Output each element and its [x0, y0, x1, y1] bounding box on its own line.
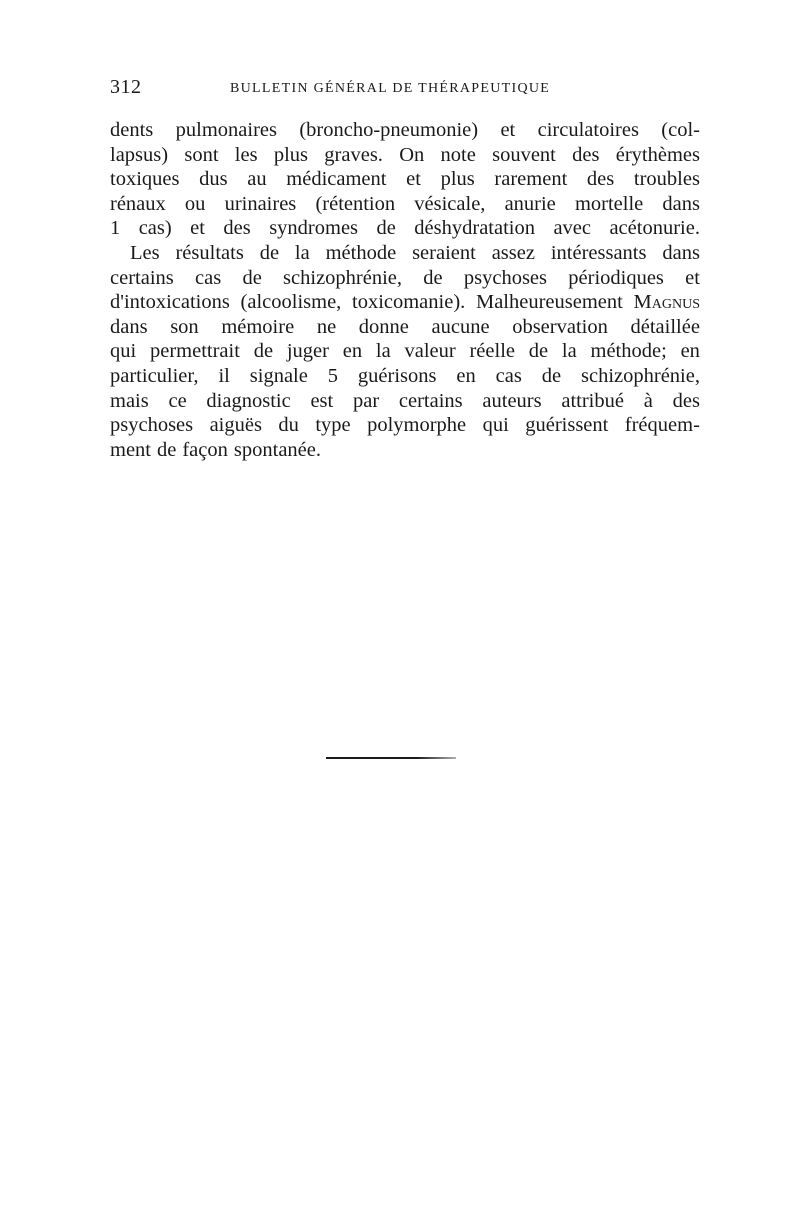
- word: et: [190, 217, 205, 240]
- word: son: [170, 315, 199, 338]
- word: ne: [316, 315, 337, 338]
- word: graves.: [324, 143, 383, 166]
- word: qui: [482, 414, 509, 437]
- word: cas): [138, 217, 172, 240]
- text-line: [110, 241, 700, 266]
- word: de: [157, 438, 177, 461]
- word: guérissent: [525, 414, 609, 437]
- word: qui: [110, 340, 137, 363]
- word: seraient: [412, 241, 476, 264]
- word: psychoses: [110, 414, 194, 437]
- text-line: [110, 192, 700, 217]
- text-line: [110, 143, 700, 168]
- word: déshydratation: [414, 217, 535, 240]
- word: Les: [130, 241, 160, 264]
- word: du: [278, 414, 299, 437]
- word: certains: [398, 389, 463, 412]
- word: 5: [327, 364, 338, 387]
- word: type: [315, 414, 351, 437]
- word: cas: [495, 364, 522, 387]
- end-rule: [326, 757, 456, 759]
- word: valeur: [404, 340, 456, 363]
- text-line: [110, 118, 700, 143]
- word: vésicale,: [414, 192, 486, 215]
- word: intéressants: [550, 241, 647, 264]
- word: en: [680, 340, 700, 363]
- word: toxicomanie).: [352, 291, 466, 314]
- text-line: [110, 315, 700, 340]
- journal-title: BULLETIN GÉNÉRAL DE THÉRAPEUTIQUE: [230, 81, 551, 96]
- word: (alcoolisme,: [240, 291, 342, 314]
- word: schizophrénie,: [283, 266, 403, 289]
- word: spontanée.: [233, 438, 321, 461]
- word: cas: [195, 266, 222, 289]
- word: est: [310, 389, 334, 412]
- word: ce: [168, 389, 187, 412]
- body-text: [110, 118, 700, 462]
- word: d'intoxications: [110, 291, 230, 314]
- page-number: 312: [110, 76, 142, 98]
- word: de: [541, 364, 562, 387]
- word: érythèmes: [615, 143, 700, 166]
- word: la: [375, 340, 391, 363]
- word: dans: [110, 315, 148, 338]
- word: (broncho-pneumonie): [299, 119, 479, 141]
- word: réelle: [469, 340, 515, 363]
- word: mortelle: [574, 192, 644, 215]
- word: avec: [553, 217, 591, 240]
- word: les: [234, 143, 258, 166]
- word: assez: [491, 241, 535, 264]
- word: façon: [182, 438, 228, 461]
- word: permettrait: [149, 340, 240, 363]
- text-line: [110, 364, 700, 389]
- word: plus: [440, 168, 475, 191]
- word: attribué: [561, 389, 624, 412]
- word: et: [685, 266, 700, 289]
- word: aiguës: [209, 414, 262, 437]
- word: auteurs: [482, 389, 542, 412]
- text-line: [110, 389, 700, 414]
- word: par: [352, 389, 380, 412]
- word: (rétention: [315, 192, 396, 215]
- word: en: [456, 364, 476, 387]
- word: des: [586, 168, 615, 191]
- word: plus: [273, 143, 309, 166]
- word: et: [500, 119, 516, 141]
- word: observation: [512, 315, 608, 338]
- word: Magnus: [633, 291, 700, 314]
- word: médicament: [286, 168, 387, 191]
- word: fréquem-: [624, 414, 700, 437]
- word: troubles: [633, 168, 700, 191]
- word: certains: [110, 266, 174, 289]
- text-line: [110, 216, 700, 241]
- word: dans: [662, 192, 700, 215]
- word: urinaires: [224, 192, 297, 215]
- word: périodiques: [568, 266, 664, 289]
- word: la: [561, 340, 577, 363]
- text-line: [110, 438, 700, 463]
- word: des: [572, 143, 600, 166]
- text-line: [110, 339, 700, 364]
- word: en: [342, 340, 363, 363]
- word: ou: [184, 192, 206, 215]
- word: ment: [110, 438, 151, 461]
- word: pulmonaires: [175, 119, 277, 141]
- word: et: [406, 168, 421, 191]
- word: méthode: [325, 241, 397, 264]
- word: de: [528, 340, 549, 363]
- word: juger: [286, 340, 329, 363]
- word: détaillée: [630, 315, 700, 338]
- word: de: [242, 266, 262, 289]
- word: dus: [199, 168, 228, 191]
- word: acétonurie.: [609, 217, 700, 240]
- word: circulatoires: [537, 119, 639, 141]
- word: schizophrénie,: [581, 364, 700, 387]
- word: résultats: [175, 241, 244, 264]
- word: des: [672, 389, 700, 412]
- word: particulier,: [110, 364, 199, 387]
- word: il: [218, 364, 230, 387]
- word: diagnostic: [206, 389, 291, 412]
- word: mémoire: [221, 315, 295, 338]
- word: signale: [249, 364, 308, 387]
- text-line: [110, 413, 700, 438]
- word: de: [376, 217, 396, 240]
- word: la: [294, 241, 310, 264]
- text-line: [110, 167, 700, 192]
- word: mais: [110, 389, 149, 412]
- word: (col-: [661, 119, 700, 141]
- word: à: [643, 389, 653, 412]
- word: dans: [662, 241, 700, 264]
- running-header: [110, 76, 700, 102]
- word: toxiques: [110, 168, 180, 191]
- word: lapsus): [110, 143, 169, 166]
- word: de: [253, 340, 274, 363]
- word: de: [423, 266, 443, 289]
- word: 1: [110, 217, 121, 240]
- word: polymorphe: [367, 414, 467, 437]
- word: souvent: [492, 143, 556, 166]
- word: méthode;: [590, 340, 667, 363]
- word: guérisons: [357, 364, 437, 387]
- word: sont: [184, 143, 219, 166]
- word: dents: [110, 119, 154, 141]
- word: syndromes: [269, 217, 359, 240]
- word: anurie: [504, 192, 556, 215]
- word: de: [259, 241, 280, 264]
- word: des: [223, 217, 251, 240]
- word: aucune: [431, 315, 490, 338]
- text-line: [110, 290, 700, 315]
- word: rénaux: [110, 192, 166, 215]
- word: au: [247, 168, 267, 191]
- word: psychoses: [463, 266, 548, 289]
- word: On: [399, 143, 425, 166]
- word: donne: [358, 315, 409, 338]
- text-line: [110, 266, 700, 291]
- word: rarement: [494, 168, 568, 191]
- word: note: [440, 143, 476, 166]
- word: Malheureusement: [475, 291, 623, 314]
